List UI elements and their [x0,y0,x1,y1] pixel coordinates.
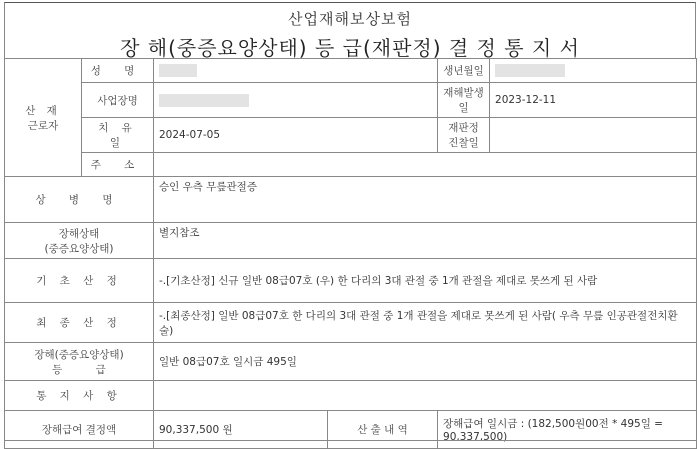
amount-value: 90,337,500 원 [154,411,328,449]
row-final-calc [5,303,697,343]
grade-label-line1: 장해(중증요양상태) [34,348,124,361]
disease-value: 승인 우측 무릎관절증 [154,177,697,223]
row-company [5,83,697,118]
row-cure [5,118,697,153]
base-calc-value: -.[기초산정] 신규 일반 08급07호 (우) 한 다리의 3대 관절 중 1개 관절을 제대로 못쓰게 된 사람 [154,259,697,303]
row-disease [5,177,697,223]
disease-label: 상 병 명 [5,177,154,223]
redacted-company [159,94,249,107]
document-header [4,2,696,58]
recheck-value [490,118,697,153]
notice-title: 장 해(중증요양상태) 등 급(재판정) 결 정 통 지 서 [120,36,580,60]
calc-detail-value: 장해급여 일시금 : (182,500원00전 * 495일 = 90,337,500) [438,411,697,449]
company-label: 사업장명 [82,83,154,118]
name-value [154,59,438,83]
row-amount [5,411,697,449]
worker-group-label-line2: 근로자 [27,119,59,132]
redacted-name [159,64,197,77]
row-disability-state [5,223,697,259]
worker-group-label-line1: 산 재 [25,104,61,117]
recheck-label: 재판정 진찰일 [438,118,490,153]
notice-label: 통 지 사 항 [5,381,154,411]
address-value [154,153,697,177]
grade-value: 일반 08급07호 일시금 495일 [154,343,697,381]
calc-detail-label: 산 출 내 역 [328,411,438,449]
accident-date-label: 재해발생일 [438,83,490,118]
birth-value [490,59,697,83]
notice-table [4,58,697,449]
redacted-birth [495,64,565,77]
company-value [154,83,438,118]
address-label: 주 소 [82,153,154,177]
cure-date-label: 치 유 일 [82,118,154,153]
bottom-border [4,440,696,441]
disability-state-label-line1: 장해상태 [58,227,100,240]
row-grade [5,343,697,381]
birth-label: 생년월일 [438,59,490,83]
row-address [5,153,697,177]
notice-value [154,381,697,411]
disability-state-label [5,223,154,259]
row-name [5,59,697,83]
disability-state-value: 별지참조 [154,223,697,259]
grade-label [5,343,154,381]
insurance-title: 산업재해보상보험 [288,10,412,28]
base-calc-label: 기 초 산 정 [5,259,154,303]
cure-date-value: 2024-07-05 [154,118,438,153]
amount-label: 장해급여 결정액 [5,411,154,449]
disability-state-label-line2: (중증요양상태) [44,242,114,255]
worker-group-label [5,59,82,177]
final-calc-label: 최 종 산 정 [5,303,154,343]
final-calc-value: -.[최종산정] 일반 08급07호 한 다리의 3대 관절 중 1개 관절을 제대로 못쓰게 된 사람( 우측 무릎 인공관절전치환술) [154,303,697,343]
accident-date-value: 2023-12-11 [490,83,697,118]
grade-label-line2: 등 급 [52,363,106,376]
row-notice [5,381,697,411]
name-label: 성 명 [82,59,154,83]
row-base-calc [5,259,697,303]
